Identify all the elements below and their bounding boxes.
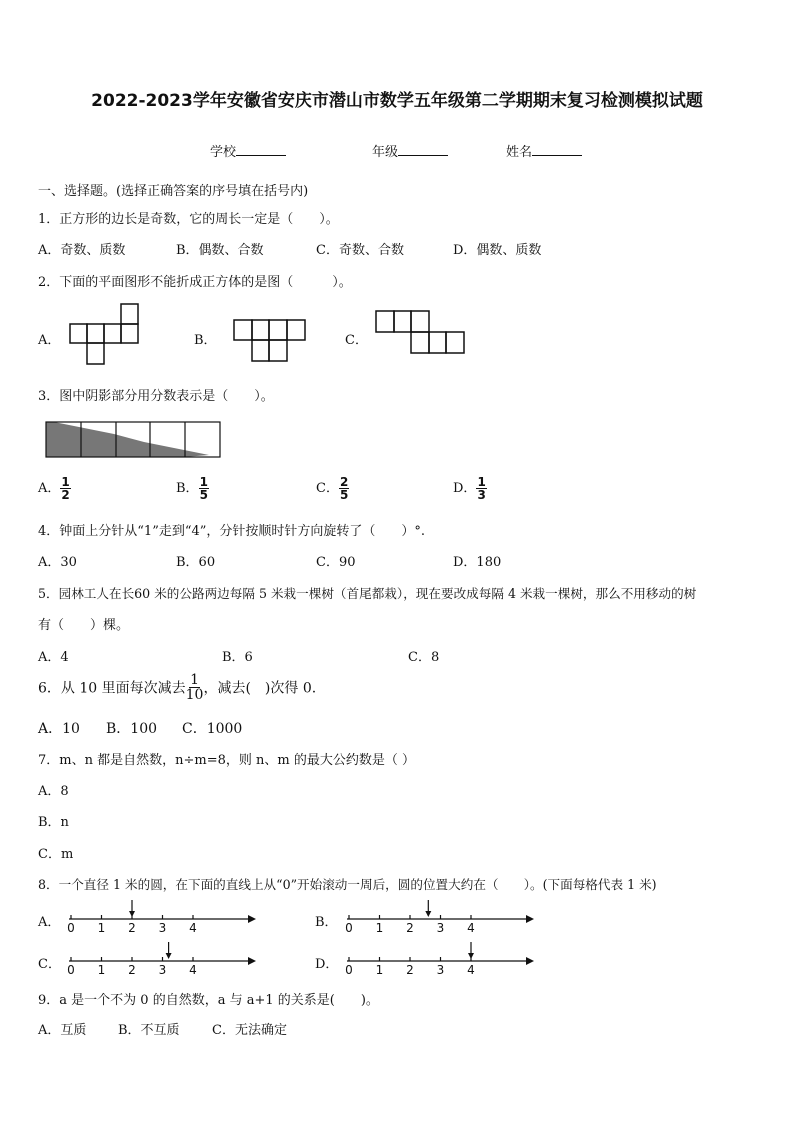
position-arrow <box>129 900 135 917</box>
shaded-strip-figure <box>44 420 222 460</box>
tick-label: 3 <box>158 963 167 977</box>
q1-option-a[interactable]: A．奇数、质数 <box>38 243 126 258</box>
axis-arrowhead <box>526 915 534 923</box>
question-4: 4．钟面上分针从“1”走到“4”，分针按顺时针方向旋转了（ ）°. <box>38 524 426 539</box>
position-arrow <box>468 942 474 959</box>
fraction-one-third <box>476 476 486 501</box>
q7-option-a[interactable]: A．8 <box>38 784 69 799</box>
q9-option-b[interactable]: B．不互质 <box>118 1023 180 1038</box>
fraction-two-fifths <box>339 476 349 501</box>
fraction-one-fifth <box>199 476 209 501</box>
frac-den: 10 <box>185 687 204 703</box>
q3-option-a[interactable] <box>38 476 71 501</box>
grade-label: 年级 <box>372 145 399 160</box>
tick-label: 3 <box>158 921 167 935</box>
q8-option-c[interactable]: C． <box>38 957 61 972</box>
q6-text-pre: 6．从 10 里面每次减去 <box>38 680 186 697</box>
q4-option-d[interactable]: D．180 <box>453 555 502 570</box>
page-title: 2022-2023学年安徽省安庆市潜山市数学五年级第二学期期末复习检测模拟试题 <box>91 91 703 111</box>
q4-option-b[interactable]: B．60 <box>176 555 216 570</box>
position-arrow <box>425 900 431 917</box>
q6-text-post: ，减去( )次得 0. <box>203 680 317 697</box>
number-line-c <box>62 940 262 980</box>
fraction-one-half <box>60 476 70 501</box>
info-line <box>210 141 286 160</box>
q8-option-b[interactable]: B． <box>315 915 338 930</box>
name-blank[interactable] <box>532 143 582 156</box>
question-7: 7．m、n 都是自然数，n÷m=8，则 n、m 的最大公约数是（ ） <box>38 753 415 768</box>
fraction-one-tenth <box>186 673 204 702</box>
q5-option-c[interactable]: C．8 <box>408 650 440 665</box>
tick-label: 4 <box>467 963 475 977</box>
tick-label: 1 <box>97 921 106 935</box>
tick-label: 1 <box>375 963 384 977</box>
q6-option-a[interactable]: A．10 <box>38 721 80 737</box>
net-c <box>375 309 467 356</box>
frac-num: 1 <box>61 475 70 489</box>
tick-label: 4 <box>189 963 197 977</box>
q4-option-a[interactable]: A．30 <box>38 555 77 570</box>
q3-a-label: A． <box>38 481 61 496</box>
q5-option-b[interactable]: B．6 <box>222 650 253 665</box>
info-line-grade <box>372 141 448 160</box>
tick-label: 0 <box>67 963 75 977</box>
tick-label: 3 <box>436 921 445 935</box>
axis-arrowhead <box>526 957 534 965</box>
q2-option-b[interactable]: B． <box>194 333 217 348</box>
q2-option-c[interactable]: C． <box>345 333 368 348</box>
q1-option-d[interactable]: D．偶数、质数 <box>453 243 542 258</box>
school-blank[interactable] <box>236 143 286 156</box>
question-9: 9．a 是一个不为 0 的自然数，a 与 a+1 的关系是( )。 <box>38 993 379 1008</box>
question-3: 3．图中阴影部分用分数表示是（ ）。 <box>38 389 274 404</box>
frac-den: 5 <box>339 488 349 502</box>
question-5-line-2: 有（ ）棵。 <box>38 618 130 633</box>
tick-label: 4 <box>467 921 475 935</box>
q7-option-b[interactable]: B．n <box>38 815 69 830</box>
q8-option-d[interactable]: D． <box>315 957 339 972</box>
tick-label: 2 <box>406 921 414 935</box>
net-a <box>69 302 141 366</box>
q3-d-label: D． <box>453 481 477 496</box>
q6-option-b[interactable]: B．100 <box>106 721 158 737</box>
frac-den: 5 <box>199 488 208 502</box>
frac-num: 2 <box>339 475 349 489</box>
q3-c-label: C． <box>316 481 339 496</box>
tick-label: 1 <box>97 963 106 977</box>
q6-option-c[interactable]: C．1000 <box>182 721 243 737</box>
frac-num: 1 <box>199 475 208 489</box>
tick-label: 1 <box>375 921 384 935</box>
tick-label: 3 <box>436 963 445 977</box>
school-label: 学校 <box>210 145 237 160</box>
q4-option-c[interactable]: C．90 <box>316 555 356 570</box>
q1-option-c[interactable]: C．奇数、合数 <box>316 243 404 258</box>
axis-arrowhead <box>248 915 256 923</box>
q3-option-d[interactable] <box>453 476 487 501</box>
name-label: 姓名 <box>506 145 533 160</box>
tick-label: 2 <box>406 963 414 977</box>
tick-label: 2 <box>128 963 136 977</box>
tick-label: 0 <box>345 921 353 935</box>
frac-num: 1 <box>190 672 199 688</box>
net-b <box>233 318 307 364</box>
info-line-name <box>506 141 582 160</box>
question-5-line-1: 5．园林工人在长60 米的公路两边每隔 5 米栽一棵树（首尾都栽），现在要改成每隔 4 米栽一棵树，那么不用移动的树 <box>38 586 697 601</box>
question-2: 2．下面的平面图形不能折成正方体的是图（ ）。 <box>38 275 352 290</box>
frac-den: 2 <box>61 488 70 502</box>
position-arrow <box>166 942 172 959</box>
q1-option-b[interactable]: B．偶数、合数 <box>176 243 264 258</box>
number-line-d <box>340 940 540 980</box>
number-line-b <box>340 898 540 938</box>
number-line-a <box>62 898 262 938</box>
tick-label: 0 <box>67 921 75 935</box>
q9-option-a[interactable]: A．互质 <box>38 1023 87 1038</box>
q5-option-a[interactable]: A．4 <box>38 650 69 665</box>
grade-blank[interactable] <box>398 143 448 156</box>
axis-arrowhead <box>248 957 256 965</box>
section-heading: 一、选择题。(选择正确答案的序号填在括号内) <box>38 184 309 199</box>
tick-label: 2 <box>128 921 136 935</box>
tick-label: 0 <box>345 963 353 977</box>
q3-option-c[interactable] <box>316 476 349 501</box>
tick-label: 4 <box>189 921 197 935</box>
question-6 <box>38 673 316 702</box>
question-8: 8．一个直径 1 米的圆，在下面的直线上从“0”开始滚动一周后，圆的位置大约在（ ）。(下面每格代表 1 米) <box>38 877 657 892</box>
q2-option-a[interactable]: A． <box>38 333 61 348</box>
q8-option-a[interactable]: A． <box>38 915 61 930</box>
q3-b-label: B． <box>176 481 199 496</box>
q7-option-c[interactable]: C．m <box>38 847 74 862</box>
frac-num: 1 <box>477 475 486 489</box>
frac-den: 3 <box>477 488 486 502</box>
question-1: 1．正方形的边长是奇数，它的周长一定是（ ）。 <box>38 212 339 227</box>
q9-option-c[interactable]: C．无法确定 <box>212 1023 287 1038</box>
q3-option-b[interactable] <box>176 476 209 501</box>
